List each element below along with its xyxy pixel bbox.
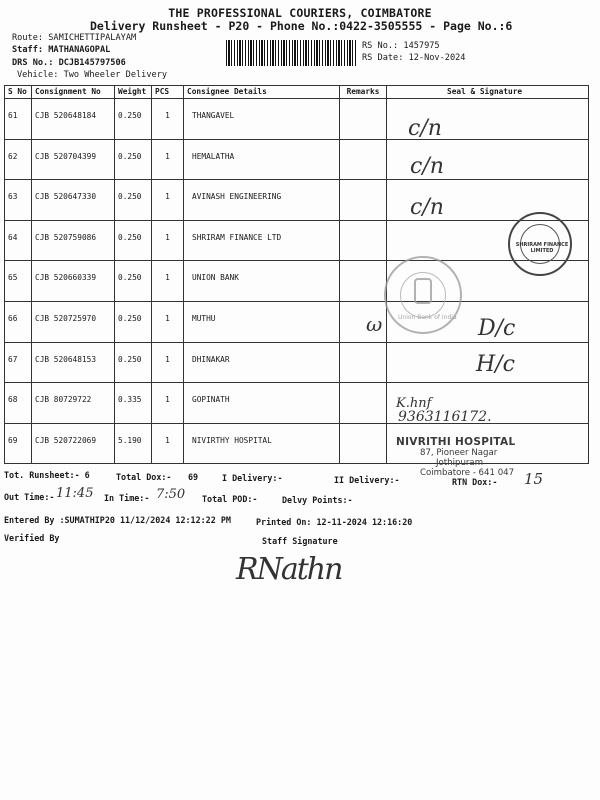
bank-logo-icon — [414, 278, 432, 304]
company-title: THE PROFESSIONAL COURIERS, COIMBATORE — [168, 6, 432, 20]
i-delivery-label: I Delivery:- — [222, 473, 283, 483]
handwritten-signature-66-extra: ω — [366, 312, 383, 336]
runsheet-subtitle: Delivery Runsheet - P20 - Phone No.:0422-3505555 - Page No.:6 — [90, 19, 513, 33]
table-header-row — [5, 86, 589, 99]
col-header-weight: Weight — [115, 86, 152, 99]
row-sno: 69 — [5, 423, 32, 464]
barcode — [226, 40, 356, 66]
row-pcs: 1 — [152, 261, 184, 302]
staff-signature-label: Staff Signature — [262, 536, 338, 546]
out-time-label: Out Time:- — [4, 492, 55, 502]
row-consignee: UNION BANK — [184, 261, 340, 302]
table-row — [5, 220, 589, 261]
col-header-seal: Seal & Signature — [387, 86, 589, 99]
row-consignment: CJB 520759086 — [32, 220, 115, 261]
printed-on: Printed On: 12-11-2024 12:16:20 — [256, 517, 413, 527]
row-weight: 0.250 — [115, 139, 152, 180]
row-consignee: GOPINATH — [184, 383, 340, 424]
bank-stamp-text: Union Bank of India — [398, 314, 457, 321]
row-consignment: CJB 520647330 — [32, 180, 115, 221]
row-consignment: CJB 520704399 — [32, 139, 115, 180]
total-pod-label: Total POD:- — [202, 494, 258, 504]
row-weight: 0.250 — [115, 99, 152, 140]
drs-label: DRS No.: DCJB145797506 — [12, 58, 126, 68]
row-consignment: CJB 520660339 — [32, 261, 115, 302]
handwritten-signature-68: K.hnf — [396, 396, 432, 411]
row-remarks — [340, 261, 387, 302]
hospital-stamp — [396, 436, 515, 478]
row-sno: 64 — [5, 220, 32, 261]
table-row — [5, 139, 589, 180]
handwritten-phone: 9363116172. — [398, 409, 492, 425]
row-remarks — [340, 220, 387, 261]
delivery-table — [4, 85, 589, 464]
row-sno: 62 — [5, 139, 32, 180]
handwritten-in-time: 7:50 — [156, 487, 186, 502]
route-label: Route: SAMICHETTIPALAYAM — [12, 33, 137, 43]
rtn-dox-label: RTN Dox:- — [452, 477, 498, 487]
row-weight: 0.335 — [115, 383, 152, 424]
handwritten-out-time: 11:45 — [56, 486, 94, 501]
row-weight: 0.250 — [115, 342, 152, 383]
row-remarks — [340, 139, 387, 180]
row-remarks — [340, 99, 387, 140]
delvy-points-label: Delvy Points:- — [282, 495, 353, 505]
rs-date: RS Date: 12-Nov-2024 — [362, 53, 466, 63]
row-pcs: 1 — [152, 423, 184, 464]
col-header-consignee: Consignee Details — [184, 86, 340, 99]
row-consignee: HEMALATHA — [184, 139, 340, 180]
col-header-remarks: Remarks — [340, 86, 387, 99]
row-weight: 0.250 — [115, 220, 152, 261]
table-row — [5, 383, 589, 424]
staff-label: Staff: MATHANAGOPAL — [12, 45, 111, 55]
verified-by: Verified By — [4, 533, 60, 543]
row-pcs: 1 — [152, 342, 184, 383]
row-pcs: 1 — [152, 383, 184, 424]
row-remarks — [340, 423, 387, 464]
table-row — [5, 261, 589, 302]
row-weight: 0.250 — [115, 261, 152, 302]
row-consignment: CJB 520648184 — [32, 99, 115, 140]
table-row — [5, 180, 589, 221]
handwritten-signature-66: D/c — [478, 316, 516, 341]
ii-delivery-label: II Delivery:- — [334, 475, 400, 485]
vehicle-label: Vehicle: Two Wheeler Delivery — [17, 70, 168, 80]
row-weight: 5.190 — [115, 423, 152, 464]
row-consignee: AVINASH ENGINEERING — [184, 180, 340, 221]
row-sno: 61 — [5, 99, 32, 140]
row-consignee: DHINAKAR — [184, 342, 340, 383]
hospital-address-1: 87, Pioneer Nagar — [420, 448, 498, 458]
row-weight: 0.250 — [115, 180, 152, 221]
row-consignee: SHRIRAM FINANCE LTD — [184, 220, 340, 261]
row-pcs: 1 — [152, 180, 184, 221]
hospital-address-2: Jothipuram — [436, 458, 484, 468]
col-header-consignment: Consignment No — [32, 86, 115, 99]
hospital-name: NIVRITHI HOSPITAL — [396, 436, 516, 448]
total-dox-value: 69 — [188, 472, 199, 482]
row-pcs: 1 — [152, 301, 184, 342]
row-pcs: 1 — [152, 99, 184, 140]
row-sno: 65 — [5, 261, 32, 302]
row-pcs: 1 — [152, 220, 184, 261]
total-dox-label: Total Dox:- — [116, 472, 172, 482]
row-sno: 63 — [5, 180, 32, 221]
tot-runsheet: Tot. Runsheet:- 6 — [4, 470, 90, 480]
handwritten-signature-61: c/n — [408, 116, 442, 141]
row-consignment: CJB 520725970 — [32, 301, 115, 342]
handwritten-signature-67: H/c — [476, 352, 515, 377]
handwritten-signature-63: c/n — [410, 195, 444, 220]
bank-stamp — [384, 256, 462, 334]
col-header-pcs: PCS — [152, 86, 184, 99]
row-remarks — [340, 342, 387, 383]
row-remarks — [340, 180, 387, 221]
row-consignee: MUTHU — [184, 301, 340, 342]
row-sno: 67 — [5, 342, 32, 383]
row-consignment: CJB 520648153 — [32, 342, 115, 383]
in-time-label: In Time:- — [104, 493, 150, 503]
table-row — [5, 99, 589, 140]
row-sno: 66 — [5, 301, 32, 342]
row-remarks — [340, 383, 387, 424]
entered-by: Entered By :SUMATHIP20 11/12/2024 12:12:22 PM — [4, 515, 231, 525]
shriram-stamp-text: SHRIRAM FINANCE LIMITED — [515, 242, 569, 254]
hospital-address-3: Coimbatore - 641 047 — [420, 468, 515, 478]
handwritten-rtn-dox: 15 — [524, 470, 544, 488]
shriram-stamp — [508, 212, 572, 276]
row-consignment: CJB 80729722 — [32, 383, 115, 424]
staff-signature: RNathn — [236, 552, 342, 587]
row-consignment: CJB 520722069 — [32, 423, 115, 464]
row-sno: 68 — [5, 383, 32, 424]
col-header-sno: S No — [5, 86, 32, 99]
row-weight: 0.250 — [115, 301, 152, 342]
row-consignee: THANGAVEL — [184, 99, 340, 140]
rs-number: RS No.: 1457975 — [362, 41, 440, 51]
row-pcs: 1 — [152, 139, 184, 180]
handwritten-signature-62: c/n — [410, 154, 444, 179]
row-consignee: NIVIRTHY HOSPITAL — [184, 423, 340, 464]
